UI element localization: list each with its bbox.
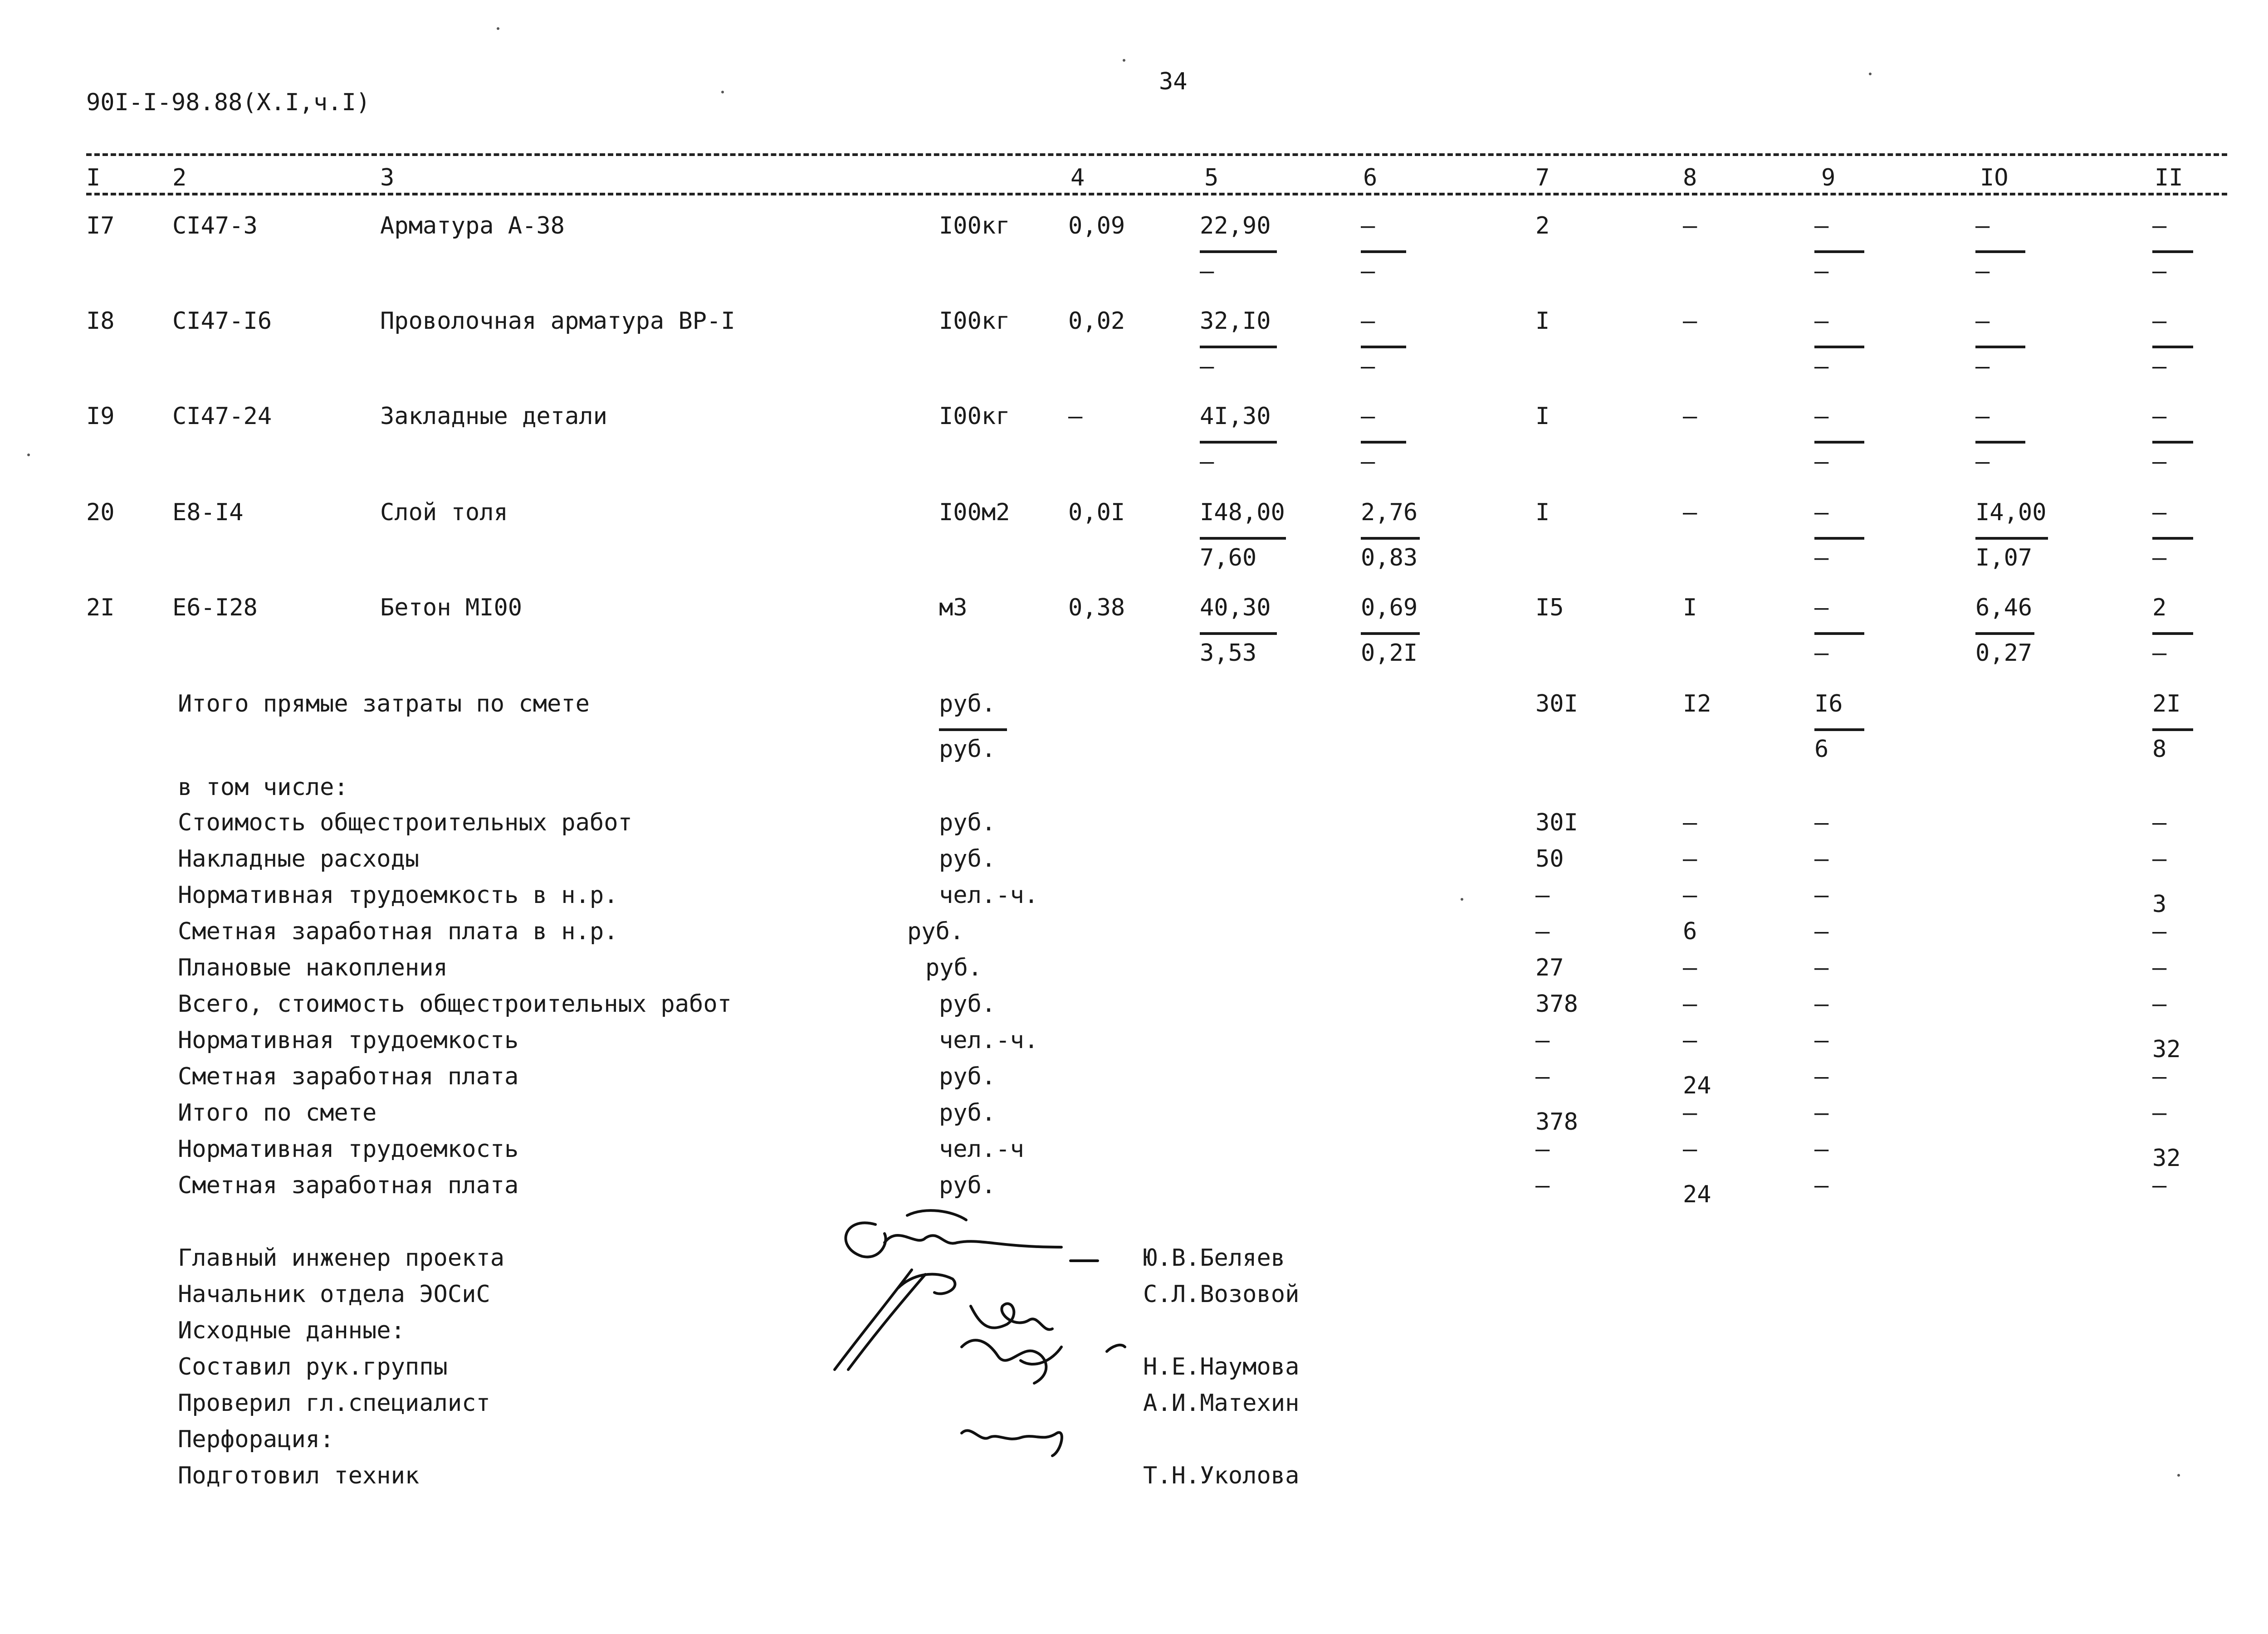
summary-unit: руб. (939, 809, 996, 836)
row-col5-sub: 7,60 (1200, 544, 1257, 571)
row-col7: I (1535, 499, 1550, 526)
summary-col8: – (1683, 845, 1697, 873)
row-col10-value: – (1975, 403, 1990, 430)
row-number: 2I (86, 594, 115, 621)
summary-label: Стоимость общестроительных работ (178, 809, 632, 836)
signature-name: Ю.В.Беляев (1143, 1244, 1286, 1272)
summary-col11: – (2152, 845, 2167, 873)
document-code: 90I-I-98.88(X.I,ч.I) (86, 89, 371, 116)
summary-col7: – (1535, 1172, 1550, 1199)
totals-col7: 30I (1535, 690, 1578, 717)
summary-label: Накладные расходы (178, 845, 420, 873)
row-col9-value: – (1814, 307, 1829, 335)
fraction-bar (1814, 441, 1864, 444)
row-col9-sub: – (1814, 544, 1829, 571)
scan-speck (721, 91, 724, 93)
row-col11-value: – (2152, 307, 2167, 335)
totals-unit-b: руб. (939, 736, 996, 763)
row-name: Закладные детали (380, 403, 607, 430)
summary-unit: руб. (925, 954, 982, 981)
fraction-bar (2152, 728, 2193, 731)
signature-name: Н.Е.Наумова (1143, 1353, 1300, 1380)
summary-col9: – (1814, 1172, 1829, 1199)
row-col6-sub: 0,83 (1361, 544, 1418, 571)
row-number: I8 (86, 307, 115, 335)
col-header-6: 6 (1363, 164, 1378, 191)
scan-speck (1123, 59, 1125, 62)
summary-label: Всего, стоимость общестроительных работ (178, 990, 732, 1018)
signature-name: Т.Н.Уколова (1143, 1462, 1300, 1489)
row-unit: I00кг (939, 212, 1010, 239)
summary-col9: – (1814, 1136, 1829, 1163)
summary-label: Нормативная трудоемкость в н.р. (178, 882, 618, 909)
summary-col11: – (2152, 918, 2167, 945)
summary-col11: – (2152, 954, 2167, 981)
summary-col9: – (1814, 1063, 1829, 1090)
signature-role: Главный инженер проекта (178, 1244, 505, 1272)
row-col6-sub: – (1361, 353, 1375, 380)
summary-col8: 6 (1683, 918, 1697, 945)
summary-unit: руб. (939, 845, 996, 873)
summary-col7: – (1535, 918, 1550, 945)
summary-col8: – (1683, 990, 1697, 1018)
summary-col9: – (1814, 1099, 1829, 1127)
totals-col9-value: I6 (1814, 690, 1843, 717)
row-quantity: 0,02 (1068, 307, 1125, 335)
summary-label: Итого по смете (178, 1099, 377, 1127)
totals-col11-value: 2I (2152, 690, 2181, 717)
totals-label: Итого прямые затраты по смете (178, 690, 590, 717)
row-col6-value: 2,76 (1361, 499, 1418, 526)
summary-col7: 378 (1535, 990, 1578, 1018)
scan-speck (497, 27, 499, 30)
signature-role: Подготовил техник (178, 1462, 420, 1489)
col-header-10: IO (1980, 164, 2009, 191)
signature-role: Проверил гл.специалист (178, 1390, 490, 1417)
summary-col11: – (2152, 1172, 2167, 1199)
row-code: CI47-24 (172, 403, 272, 430)
handwritten-signatures (807, 1197, 1152, 1497)
signature-role: Начальник отдела ЭОСиС (178, 1281, 490, 1308)
row-name: Проволочная арматура ВР-I (380, 307, 735, 335)
row-col7: 2 (1535, 212, 1550, 239)
summary-unit: руб. (907, 918, 964, 945)
fraction-bar (2152, 441, 2193, 444)
row-code: E6-I28 (172, 594, 258, 621)
summary-unit: чел.-ч (939, 1136, 1024, 1163)
row-col9-value: – (1814, 212, 1829, 239)
fraction-bar (1200, 250, 1277, 253)
summary-unit: чел.-ч. (939, 882, 1039, 909)
row-col5-sub: – (1200, 448, 1214, 475)
row-col7: I (1535, 307, 1550, 335)
col-header-2: 2 (172, 164, 187, 191)
summary-col9: – (1814, 918, 1829, 945)
row-col9-sub: – (1814, 258, 1829, 285)
row-col11-sub: – (2152, 258, 2167, 285)
row-col11-sub: – (2152, 448, 2167, 475)
row-col10-sub: – (1975, 448, 1990, 475)
fraction-bar (2152, 250, 2193, 253)
row-col6-value: – (1361, 212, 1375, 239)
fraction-bar (1361, 632, 1420, 635)
page-number: 34 (1159, 68, 1188, 95)
fraction-bar (1361, 441, 1406, 444)
fraction-bar (1814, 537, 1864, 540)
row-col6-value: – (1361, 403, 1375, 430)
row-name: Слой толя (380, 499, 508, 526)
row-number: I7 (86, 212, 115, 239)
row-col9-sub: – (1814, 353, 1829, 380)
fraction-bar (1200, 441, 1277, 444)
row-col10-sub: I,07 (1975, 544, 2033, 571)
row-col5-sub: – (1200, 258, 1214, 285)
summary-col9: – (1814, 809, 1829, 836)
signature-name: С.Л.Возовой (1143, 1281, 1300, 1308)
row-col7: I (1535, 403, 1550, 430)
col-header-8: 8 (1683, 164, 1697, 191)
totals-unit-a: руб. (939, 690, 996, 717)
fraction-bar (2152, 632, 2193, 635)
summary-label: Сметная заработная плата (178, 1172, 519, 1199)
summary-col7: 50 (1535, 845, 1564, 873)
row-quantity: – (1068, 403, 1083, 430)
row-quantity: 0,38 (1068, 594, 1125, 621)
row-col10-value: I4,00 (1975, 499, 2047, 526)
fraction-bar (2152, 346, 2193, 348)
row-code: CI47-3 (172, 212, 258, 239)
row-code: E8-I4 (172, 499, 244, 526)
row-col10-value: – (1975, 212, 1990, 239)
row-col5-sub: 3,53 (1200, 639, 1257, 667)
summary-unit: руб. (939, 1063, 996, 1090)
summary-col7: – (1535, 882, 1550, 909)
summary-col11: – (2152, 1063, 2167, 1090)
row-col6-sub: – (1361, 258, 1375, 285)
summary-col8: 24 (1683, 1072, 1711, 1099)
row-col6-sub: 0,2I (1361, 639, 1418, 667)
signature-name: А.И.Матехин (1143, 1390, 1300, 1417)
col-header-4: 4 (1070, 164, 1085, 191)
summary-col11: – (2152, 809, 2167, 836)
signature-role: Составил рук.группы (178, 1353, 448, 1380)
fraction-bar (1975, 441, 2025, 444)
fraction-bar (1975, 632, 2034, 635)
row-col8: – (1683, 307, 1697, 335)
fraction-bar (2152, 537, 2193, 540)
row-col11-value: – (2152, 403, 2167, 430)
col-header-7: 7 (1535, 164, 1550, 191)
col-header-5: 5 (1204, 164, 1219, 191)
fraction-bar (1200, 346, 1277, 348)
row-col9-sub: – (1814, 448, 1829, 475)
row-col9-value: – (1814, 499, 1829, 526)
row-col10-sub: – (1975, 353, 1990, 380)
row-quantity: 0,09 (1068, 212, 1125, 239)
row-col8: I (1683, 594, 1697, 621)
row-col11-sub: – (2152, 544, 2167, 571)
summary-col8: – (1683, 1027, 1697, 1054)
row-col11-sub: – (2152, 353, 2167, 380)
fraction-bar (1200, 537, 1286, 540)
row-col10-value: – (1975, 307, 1990, 335)
scan-speck (27, 454, 30, 456)
row-col11-value: 2 (2152, 594, 2167, 621)
row-quantity: 0,0I (1068, 499, 1125, 526)
fraction-bar (939, 728, 1007, 731)
summary-label: Нормативная трудоемкость (178, 1027, 519, 1054)
row-col5-sub: – (1200, 353, 1214, 380)
summary-col8: – (1683, 1136, 1697, 1163)
scan-speck (2177, 1474, 2180, 1477)
fraction-bar (1361, 346, 1406, 348)
row-col6-value: – (1361, 307, 1375, 335)
fraction-bar (1975, 250, 2025, 253)
row-col5-value: I48,00 (1200, 499, 1285, 526)
summary-col8: – (1683, 954, 1697, 981)
row-number: I9 (86, 403, 115, 430)
row-number: 20 (86, 499, 115, 526)
summary-label: Сметная заработная плата в н.р. (178, 918, 618, 945)
row-col8: – (1683, 403, 1697, 430)
row-col5-value: 32,I0 (1200, 307, 1271, 335)
row-col5-value: 22,90 (1200, 212, 1271, 239)
summary-col8: – (1683, 882, 1697, 909)
row-col8: – (1683, 212, 1697, 239)
summary-unit: чел.-ч. (939, 1027, 1039, 1054)
row-col11-sub: – (2152, 639, 2167, 667)
summary-unit: руб. (939, 1099, 996, 1127)
row-unit: I00кг (939, 403, 1010, 430)
row-col10-sub: 0,27 (1975, 639, 2033, 667)
row-col8: – (1683, 499, 1697, 526)
fraction-bar (1361, 537, 1420, 540)
including-label: в том числе: (178, 774, 348, 801)
scan-speck (1461, 898, 1463, 901)
signature-role: Исходные данные: (178, 1317, 405, 1344)
row-unit: м3 (939, 594, 968, 621)
summary-unit: руб. (939, 990, 996, 1018)
totals-col8: I2 (1683, 690, 1711, 717)
col-header-9: 9 (1821, 164, 1836, 191)
row-col5-value: 4I,30 (1200, 403, 1271, 430)
col-header-1: I (86, 164, 101, 191)
row-col9-value: – (1814, 594, 1829, 621)
totals-col9-sub: 6 (1814, 736, 1829, 763)
summary-col11: 32 (2152, 1036, 2181, 1063)
summary-col8: 24 (1683, 1181, 1711, 1208)
fraction-bar (1200, 632, 1277, 635)
fraction-bar (1814, 250, 1864, 253)
row-col9-sub: – (1814, 639, 1829, 667)
fraction-bar (1814, 632, 1864, 635)
row-col9-value: – (1814, 403, 1829, 430)
row-name: Бетон МI00 (380, 594, 523, 621)
row-name: Арматура А-38 (380, 212, 565, 239)
row-unit: I00м2 (939, 499, 1010, 526)
col-header-3: 3 (380, 164, 395, 191)
summary-col7: – (1535, 1136, 1550, 1163)
row-col11-value: – (2152, 212, 2167, 239)
summary-col9: – (1814, 882, 1829, 909)
scan-speck (1869, 73, 1872, 75)
row-col10-value: 6,46 (1975, 594, 2033, 621)
totals-col11-sub: 8 (2152, 736, 2167, 763)
summary-label: Сметная заработная плата (178, 1063, 519, 1090)
summary-col7: – (1535, 1063, 1550, 1090)
summary-label: Плановые накопления (178, 954, 448, 981)
fraction-bar (1814, 346, 1864, 348)
fraction-bar (1361, 250, 1406, 253)
summary-col9: – (1814, 1027, 1829, 1054)
summary-col7: – (1535, 1027, 1550, 1054)
fraction-bar (1975, 537, 2048, 540)
summary-col7: 30I (1535, 809, 1578, 836)
summary-col11: 32 (2152, 1145, 2181, 1172)
summary-col11: – (2152, 1099, 2167, 1127)
summary-label: Нормативная трудоемкость (178, 1136, 519, 1163)
row-col5-value: 40,30 (1200, 594, 1271, 621)
summary-col7: 378 (1535, 1108, 1578, 1136)
col-header-11: II (2155, 164, 2183, 191)
signature-role: Перфорация: (178, 1426, 334, 1453)
summary-col11: – (2152, 990, 2167, 1018)
summary-col8: – (1683, 809, 1697, 836)
summary-col7: 27 (1535, 954, 1564, 981)
summary-col9: – (1814, 990, 1829, 1018)
header-bottom-rule (86, 193, 2227, 195)
fraction-bar (1975, 346, 2025, 348)
row-col6-sub: – (1361, 448, 1375, 475)
summary-col11: 3 (2152, 891, 2167, 918)
row-code: CI47-I6 (172, 307, 272, 335)
row-col6-value: 0,69 (1361, 594, 1418, 621)
header-top-rule (86, 153, 2227, 156)
row-unit: I00кг (939, 307, 1010, 335)
summary-unit: руб. (939, 1172, 996, 1199)
row-col7: I5 (1535, 594, 1564, 621)
summary-col9: – (1814, 845, 1829, 873)
summary-col9: – (1814, 954, 1829, 981)
row-col10-sub: – (1975, 258, 1990, 285)
fraction-bar (1814, 728, 1864, 731)
summary-col8: – (1683, 1099, 1697, 1127)
row-col11-value: – (2152, 499, 2167, 526)
